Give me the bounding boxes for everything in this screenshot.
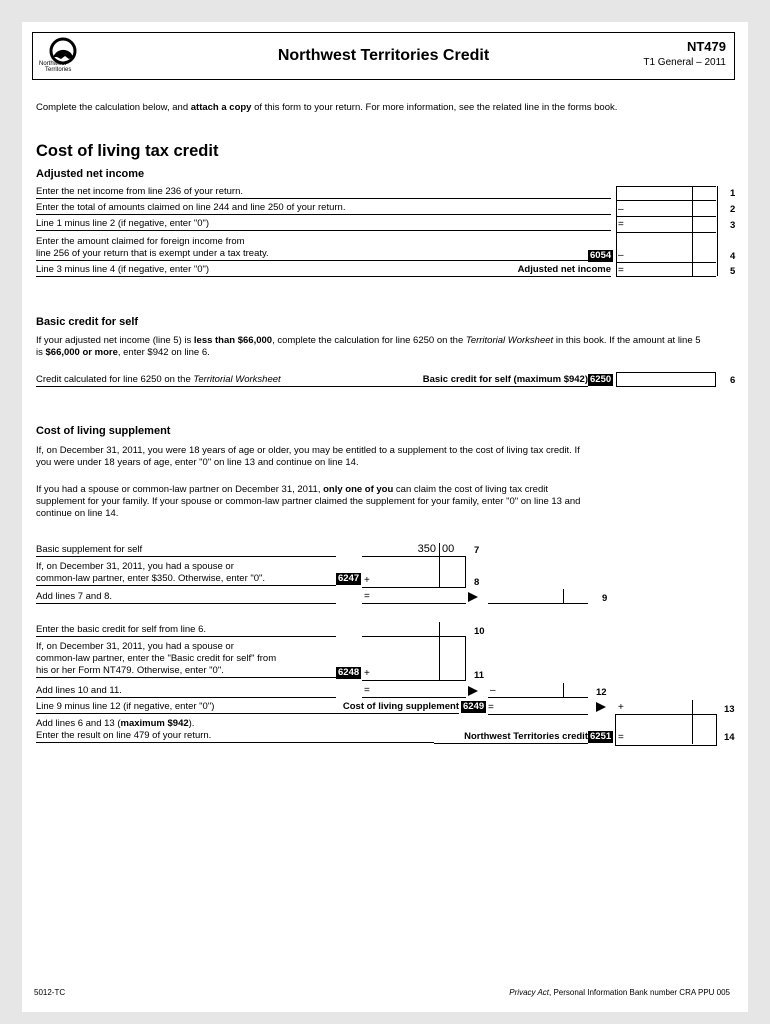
- line-10-input[interactable]: [364, 624, 438, 636]
- line-number-13: 13: [724, 704, 735, 715]
- rule: [692, 700, 693, 714]
- rule: [563, 683, 564, 697]
- line-14-input[interactable]: [628, 728, 690, 742]
- line-5-equals: =: [618, 265, 624, 276]
- rule: [616, 232, 716, 233]
- line-9-input[interactable]: [490, 591, 562, 603]
- line-number-11: 11: [474, 670, 485, 681]
- supplement-heading: Cost of living supplement: [36, 425, 171, 437]
- form-page: [22, 22, 748, 1012]
- line-13-equals: =: [488, 702, 494, 713]
- line-8-label-b: common-law partner, enter $350. Otherwise, enter "0".: [36, 573, 336, 586]
- line-number-3: 3: [730, 220, 736, 231]
- supplement-paragraph-2: If you had a spouse or common-law partner on December 31, 2011, only one of you can claim the cost of living tax credit supplement for your family. If your spouse or common-law partner claimed the supplement for your family, enter "0" on line 13 and continue on line 14.: [36, 484, 581, 519]
- line-13-input[interactable]: [628, 702, 692, 714]
- line-12-label: Add lines 10 and 11.: [36, 685, 336, 698]
- rule: [362, 680, 466, 681]
- line-13-plus: +: [618, 702, 624, 713]
- code-6248: 6248: [338, 667, 360, 678]
- arrow-right-icon: [468, 592, 478, 602]
- line-14-equals: =: [618, 732, 624, 743]
- line-4-label-b: line 256 of your return that is exempt under a tax treaty.: [36, 248, 596, 261]
- line-12-sum-input[interactable]: [374, 685, 438, 697]
- line-4-minus: –: [618, 250, 624, 261]
- rule: [616, 216, 716, 217]
- line-2-input[interactable]: [628, 204, 692, 216]
- line-12-equals: =: [364, 685, 370, 696]
- line-11-plus: +: [364, 668, 370, 679]
- line-10-label: Enter the basic credit for self from line 6.: [36, 624, 336, 637]
- rule: [715, 372, 716, 387]
- rule: [362, 587, 466, 588]
- line-13-label: Line 9 minus line 12 (if negative, enter "0"): [36, 701, 318, 714]
- supplement-paragraph-1: If, on December 31, 2011, you were 18 years of age or older, you may be entitled to a supplement to the cost of living tax credit. If you were under 18 years of age, enter "0" on line 13 and continue on line 14.: [36, 445, 580, 468]
- rule: [362, 556, 466, 557]
- code-6250: 6250: [590, 374, 612, 385]
- line-14-label-b: Enter the result on line 479 of your return.: [36, 730, 434, 743]
- line-5-label: Line 3 minus line 4 (if negative, enter "0"): [36, 264, 492, 277]
- nwt-credit-label: Northwest Territories credit: [434, 731, 588, 744]
- line-3-input[interactable]: [628, 219, 692, 231]
- form-subtitle: T1 General – 2011: [643, 57, 726, 68]
- rule: [362, 697, 466, 698]
- logo-text-1: Northwest: [39, 61, 67, 67]
- code-6249: 6249: [463, 701, 485, 712]
- line-number-4: 4: [730, 251, 736, 262]
- line-11-label-c: his or her Form NT479. Otherwise, enter "0".: [36, 665, 336, 678]
- basic-credit-label: Basic credit for self (maximum $942): [332, 374, 588, 387]
- adjusted-net-income-label: Adjusted net income: [492, 264, 611, 277]
- rule: [616, 200, 716, 201]
- line-number-8: 8: [474, 577, 480, 588]
- line-number-9: 9: [602, 593, 608, 604]
- line-5-input[interactable]: [628, 265, 692, 277]
- line-11-input[interactable]: [374, 668, 438, 680]
- line-8-input[interactable]: [374, 575, 438, 587]
- line-2-label: Enter the total of amounts claimed on line 244 and line 250 of your return.: [36, 202, 611, 215]
- line-13-calc-input[interactable]: [498, 702, 588, 714]
- rule: [362, 636, 466, 637]
- line-9-label: Add lines 7 and 8.: [36, 591, 336, 604]
- line-8-label-a: If, on December 31, 2011, you had a spouse or: [36, 561, 234, 572]
- line-4-input[interactable]: [628, 250, 692, 262]
- form-title: Northwest Territories Credit: [277, 47, 490, 64]
- line-number-14: 14: [724, 732, 735, 743]
- code-6247: 6247: [338, 573, 360, 584]
- line-7-label: Basic supplement for self: [36, 544, 336, 557]
- line-number-2: 2: [730, 204, 736, 215]
- footer-form-code: 5012-TC: [34, 988, 66, 997]
- rule: [362, 603, 466, 604]
- footer-privacy: Privacy Act, Personal Information Bank number CRA PPU 005: [509, 988, 730, 997]
- line-1-label: Enter the net income from line 236 of your return.: [36, 186, 611, 199]
- line-6-label: Credit calculated for line 6250 on the Territorial Worksheet: [36, 374, 332, 387]
- rule: [488, 697, 588, 698]
- rule: [616, 262, 716, 263]
- rule: [616, 386, 716, 387]
- line-number-10: 10: [474, 626, 485, 637]
- form-header: [32, 32, 735, 80]
- line-3-equals: =: [618, 219, 624, 230]
- line-1-input[interactable]: [618, 188, 692, 200]
- line-11-label-b: common-law partner, enter the "Basic credit for self" from: [36, 653, 277, 664]
- rule: [616, 186, 716, 187]
- line-7-dollars: 350: [417, 543, 436, 555]
- line-12-minus: –: [490, 685, 496, 696]
- cost-of-living-supplement-label: Cost of living supplement: [318, 701, 459, 714]
- code-6251: 6251: [590, 731, 612, 742]
- line-7-cents: 00: [442, 543, 455, 555]
- line-11-label-a: If, on December 31, 2011, you had a spouse or: [36, 641, 234, 652]
- rule: [692, 186, 693, 276]
- section-title: Cost of living tax credit: [36, 142, 219, 160]
- line-number-6: 6: [730, 375, 736, 386]
- rule: [616, 372, 617, 387]
- rule: [465, 636, 466, 680]
- rule: [488, 603, 588, 604]
- arrow-right-icon: [468, 686, 478, 696]
- rule: [439, 622, 440, 680]
- line-8-plus: +: [364, 575, 370, 586]
- rule: [692, 714, 693, 744]
- line-number-1: 1: [730, 188, 736, 199]
- logo-text-2: Territories: [45, 67, 72, 73]
- line-number-7: 7: [474, 545, 480, 556]
- line-number-5: 5: [730, 266, 736, 277]
- line-2-minus: –: [618, 204, 624, 215]
- line-3-label: Line 1 minus line 2 (if negative, enter "0"): [36, 218, 611, 231]
- line-12-input[interactable]: [500, 685, 562, 697]
- code-6054: 6054: [590, 250, 612, 261]
- basic-paragraph: If your adjusted net income (line 5) is less than $66,000, complete the calculation for line 6250 on the Territorial Worksheet in this book. If the amount at line 5 is $66,000 or more, enter $942 on line 6.: [36, 335, 701, 358]
- rule: [439, 543, 440, 587]
- rule: [616, 372, 716, 373]
- basic-heading: Basic credit for self: [36, 316, 139, 328]
- line-9-sum-input[interactable]: [374, 591, 438, 603]
- line-9-equals: =: [364, 591, 370, 602]
- intro-text: Complete the calculation below, and attach a copy of this form to your return. For more information, see the related line in the forms book.: [36, 102, 618, 113]
- line-6-input[interactable]: [618, 374, 712, 386]
- rule: [465, 556, 466, 587]
- rule: [488, 714, 588, 715]
- rule: [563, 589, 564, 603]
- adjusted-heading: Adjusted net income: [36, 168, 145, 180]
- form-number: NT479: [686, 39, 726, 54]
- line-number-12: 12: [596, 687, 607, 698]
- line-4-label-a: Enter the amount claimed for foreign income from: [36, 236, 245, 247]
- line-14-label-a: Add lines 6 and 13 (maximum $942).: [36, 718, 195, 729]
- arrow-right-icon: [596, 702, 606, 712]
